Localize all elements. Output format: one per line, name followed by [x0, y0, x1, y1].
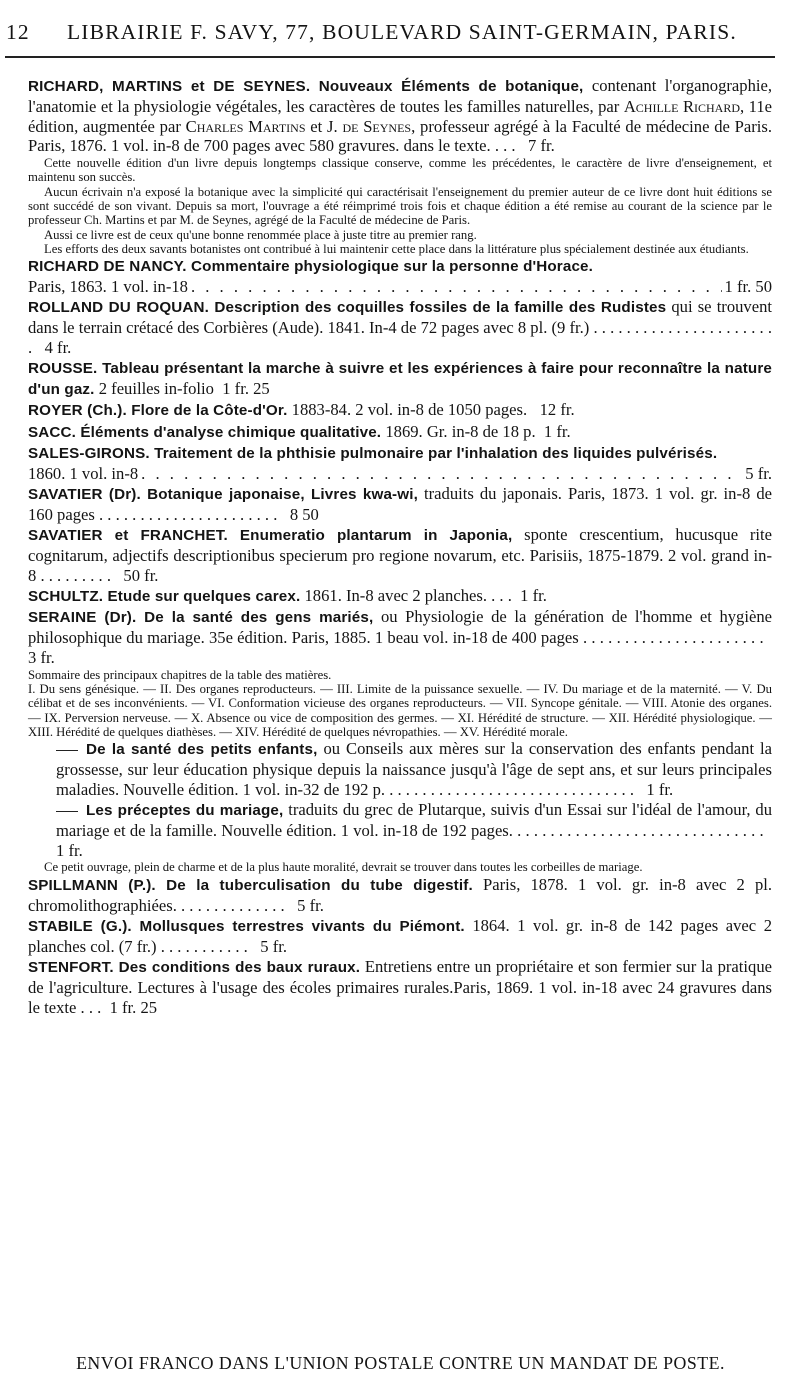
entry-text: qui se trouvent dans le terrain crétacé des Corbières (Aude). 1841. In-4 de 72 pages avec 8 pl. (9 fr.) [28, 297, 772, 338]
entry-text: ou Physiologie de la génération de l'homme et hygiène philosophique du mariage. 35e édition. Paris, 1885. 1 beau vol. in-18 de 400 pages [28, 607, 772, 648]
entry-price: 1 fr. [543, 421, 571, 441]
entry-text: Entretiens entre un propriétaire et son fermier sur la pratique de l'agriculture. Lectures à l'usage des écoles primaires rurales.Paris, 1869. 1 vol. in-18 avec 24 gravures dans le texte [28, 956, 772, 1017]
running-title: LIBRAIRIE F. SAVY, 77, BOULEVARD SAINT-GERMAIN, PARIS. [67, 20, 737, 44]
entry-text: Paris, 1878. 1 vol. gr. in-8 avec 2 pl. chromolithographiées. [28, 874, 772, 915]
catalogue-entries [28, 76, 772, 1017]
catalogue-entry: ROLLAND DU ROQUAN. Description des coquilles fossiles de la famille des Rudistes qui se trouvent dans le terrain crétacé des Corbières (Aude). 1841. In-4 de 72 pages avec 8 pl. (9 fr.) . . . . . . . . . . . . . . . . . . . . . . . 4 fr. [28, 297, 772, 357]
catalogue-entry [28, 400, 772, 421]
entry-text: 1861. In-8 avec 2 planches. [304, 586, 487, 606]
catalogue-sub-entry: De la santé des petits enfants, ou Conseils aux mères sur la conservation des enfants pendant la grossesse, sur leur éducation physique depuis la naissance jusqu'à l'âge de sept ans, et sur leurs principales maladies. Nouvelle édition. 1 vol. in-32 de 192 p. . . . . . . . . . . . . . . . . . . . . . . . . . . . . . . 1 fr. [56, 739, 772, 799]
catalogue-entry: STENFORT. Des conditions des baux ruraux. Entretiens entre un propriétaire et son fermier sur la pratique de l'agriculture. Lectures à l'usage des écoles primaires rurales.Paris, 1869. 1 vol. in-18 avec 24 gravures dans le texte . . . 1 fr. 25 [28, 956, 772, 1017]
catalogue-entry [28, 358, 772, 400]
entry-price: 12 fr. [539, 400, 575, 420]
entry-note: I. Du sens génésique. — II. Des organes reproducteurs. — III. Limite de la puissance sexuelle. — IV. Du mariage et de la maternité. — V. Du célibat et de ses inconvénients. — VI. Conformation vicieuse des organes reproducteurs. — VII. Syncope génitale. — VIII. Atonie des organes. — IX. Perversion nerveuse. — X. Absence ou vice de composition des germes. — XI. Hérédité de structure. — XII. Hérédité physiologique. — XIII. Hérédité de quelques diathèses. — XIV. Hérédité de quelques névropathies. — XV. Hérédité morale. [28, 682, 772, 739]
entry-text: 1860. 1 vol. in-8 [28, 463, 139, 483]
entry-heading: RICHARD DE NANCY. Commentaire physiologique sur la personne d'Horace. [28, 258, 594, 276]
entry-price: 3 fr. [28, 647, 55, 667]
entry-price: 4 fr. [44, 337, 72, 357]
entry-price: 8 50 [289, 504, 319, 524]
entry-price: 5 fr. [297, 895, 324, 915]
author-name: Charles Martins [185, 116, 306, 136]
entry-text: sponte crescentium, hucusque rite cognitarum, adjectifs descriptionibus specierum pro regione novarum, etc. Parisiis, 1875-1879. 2 vol. grand in-8 [28, 525, 772, 585]
entry-price: 1 fr. [646, 779, 674, 799]
entry-price: 1 fr. 50 [724, 277, 772, 297]
dash-leader [56, 811, 78, 812]
entry-note: Aussi ce livre est de ceux qu'une bonne renommée place à juste titre au premier rang. [44, 227, 477, 242]
entry-text: 1864. 1 vol. gr. in-8 de 142 pages avec 2 planches col. (7 fr.) [28, 915, 772, 956]
author-name: de Seynes, [342, 116, 416, 136]
entry-heading: SACC. Éléments d'analyse chimique qualitative. [28, 423, 382, 441]
entry-price: 5 fr. [260, 936, 288, 956]
catalogue-entry: STABILE (G.). Mollusques terrestres vivants du Piémont. 1864. 1 vol. gr. in-8 de 142 pages avec 2 planches col. (7 fr.) . . . . . . . . . . . 5 fr. [28, 915, 772, 956]
page-number: 12 [6, 20, 30, 44]
catalogue-entry: SCHULTZ. Etude sur quelques carex. 1861. In-8 avec 2 planches. . . . 1 fr. [28, 586, 547, 606]
entry-note: Cette nouvelle édition d'un livre depuis longtemps classique conserve, comme les précédentes, le caractère de livre d'enseignement, et maintenu son succès. [28, 156, 772, 185]
catalogue-entry: SERAINE (Dr). De la santé des gens mariés, ou Physiologie de la génération de l'homme et hygiène philosophique du mariage. 35e édition. Paris, 1885. 1 beau vol. in-18 de 400 pages . . . . . . . . . . . . . . . . . . . . . . 3 fr. [28, 607, 772, 667]
entry-text: traduits du japonais. Paris, 1873. 1 vol. gr. in-8 de 160 pages [28, 484, 772, 524]
entry-heading: Les préceptes du mariage, [86, 802, 284, 820]
entry-note: Les efforts des deux savants botanistes ont contribué à lui maintenir cette place dans la littérature plus spécialement destinée aux étudiants. [44, 241, 749, 256]
entry-text: 1869. Gr. in-8 de 18 p. [385, 421, 536, 441]
header-rule [5, 56, 775, 58]
entry-heading: ROUSSE. Tableau présentant la marche à suivre et les expériences à faire pour reconnaître la nature d'un gaz. [28, 360, 772, 399]
entry-heading: STABILE (G.). Mollusques terrestres vivants du Piémont. [28, 917, 465, 935]
entry-price: 1 fr. [520, 586, 547, 606]
entry-text: Paris, 1863. 1 vol. in-18 [28, 277, 188, 297]
entry-heading: RICHARD, MARTINS et DE SEYNES. Nouveaux Éléments de botanique, [28, 78, 584, 95]
catalogue-sub-entry: Les préceptes du mariage, traduits du grec de Plutarque, suivis d'un Essai sur l'idéal de l'amour, du mariage et de la famille. Nouvelle édition. 1 vol. in-18 de 192 pages. . . . . . . . . . . . . . . . . . . . . . . . . . . . . . . 1 fr. [56, 800, 772, 860]
entry-heading: STENFORT. Des conditions des baux ruraux. [28, 958, 361, 976]
catalogue-entry: RICHARD, MARTINS et DE SEYNES. Nouveaux Éléments de botanique, contenant l'organographie, l'anatomie et la physiologie végétales, les caractères de toutes les familles naturelles, par Achille Richard, 11e édition, augmentée par Charles Martins et J. de Seynes, professeur agrégé à la Faculté de médecine de Paris. Paris, 1876. 1 vol. in-8 de 700 pages avec 580 gravures. dans le texte. . . . 7 fr. Cette nouvelle édition d'un livre depuis longtemps classique conserve, comme les précédentes, le caractère de livre d'enseignement, et maintenu son succès. Aucun écrivain n'a exposé la botanique avec la simplicité qui caractérisait l'enseignement du premier auteur de ce livre dont huit éditions se sont succédé de son vivant. Depuis sa mort, l'ouvrage a été réimprimé trois fois et chaque édition a été remise au courant de la science par le professeur Ch. Martins et par M. de Seynes, agrégé de la Faculté de médecine de Paris. Aussi ce livre est de ceux qu'une bonne renommée place à juste titre au premier rang. Les efforts des deux savants botanistes ont contribué à lui maintenir cette place dans la littérature plus spécialement destinée aux étudiants. [28, 76, 773, 256]
entry-price: 1 fr. 25 [222, 379, 270, 399]
entry-text: 1883-84. 2 vol. in-8 de 1050 pages. [291, 400, 528, 420]
page-footer: ENVOI FRANCO DANS L'UNION POSTALE CONTRE UN MANDAT DE POSTE. [76, 1353, 725, 1373]
entry-heading: SPILLMANN (P.). De la tuberculisation du tube digestif. [28, 876, 473, 894]
entry-heading: SCHULTZ. Etude sur quelques carex. [28, 588, 301, 606]
entry-heading: De la santé des petits enfants, [86, 741, 318, 759]
catalogue-entry [28, 422, 772, 443]
entry-heading: ROYER (Ch.). Flore de la Côte-d'Or. [28, 402, 288, 420]
entry-heading: ROLLAND DU ROQUAN. Description des coquilles fossiles de la famille des Rudistes [28, 299, 667, 317]
entry-note: Ce petit ouvrage, plein de charme et de la plus haute moralité, devrait se trouver dans toutes les corbeilles de mariage. [44, 860, 643, 875]
entry-note: Aucun écrivain n'a exposé la botanique avec la simplicité qui caractérisait l'enseignement du premier auteur de ce livre dont huit éditions se sont succédé de son vivant. Depuis sa mort, l'ouvrage a été réimprimé trois fois et chaque édition a été remise au courant de la science par le professeur Ch. Martins et par M. de Seynes, agrégé de la Faculté de médecine de Paris. [28, 184, 772, 228]
entry-heading: SAVATIER (Dr). Botanique japonaise, Livres kwa-wi, [28, 486, 418, 504]
entry-text: ou Conseils aux mères sur la conservation des enfants pendant la grossesse, sur leur éducation physique depuis la naissance jusqu'à l'âge de sept ans, et sur leurs principales maladies. Nouvelle édition. 1 vol. in-32 de 192 p. [56, 739, 772, 799]
entry-heading: SALES-GIRONS. Traitement de la phthisie pulmonaire par l'inhalation des liquides pulvérisés. [28, 444, 718, 462]
dot-leader [191, 277, 722, 297]
entry-price: 50 fr. [123, 565, 159, 585]
dash-leader [56, 750, 78, 751]
catalogue-entry: SPILLMANN (P.). De la tuberculisation du tube digestif. Paris, 1878. 1 vol. gr. in-8 avec 2 pl. chromolithographiées. . . . . . . . . . . . . . 5 fr. [28, 874, 772, 915]
entry-note: Sommaire des principaux chapitres de la table des matières. [28, 667, 332, 682]
entry-text: traduits du grec de Plutarque, suivis d'un Essai sur l'idéal de l'amour, du mariage et de la famille. Nouvelle édition. 1 vol. in-18 de 192 pages. [56, 800, 772, 840]
entry-text: 2 feuilles in-folio [98, 379, 214, 399]
catalogue-entry [28, 443, 772, 484]
entry-price: 1 fr. 25 [109, 997, 158, 1017]
dot-leader [141, 464, 742, 484]
catalogue-entry: SAVATIER (Dr). Botanique japonaise, Livres kwa-wi, traduits du japonais. Paris, 1873. 1 vol. gr. in-8 de 160 pages . . . . . . . . . . . . . . . . . . . . . . 8 50 [28, 484, 772, 524]
catalogue-entry [28, 256, 772, 297]
entry-price: 1 fr. [56, 840, 83, 860]
entry-heading: SAVATIER et FRANCHET. Enumeratio plantarum in Japonia, [28, 527, 513, 545]
entry-heading: SERAINE (Dr). De la santé des gens mariés, [28, 609, 374, 627]
entry-price: 5 fr. [745, 463, 772, 483]
catalogue-entry: SAVATIER et FRANCHET. Enumeratio plantarum in Japonia, sponte crescentium, hucusque rite cognitarum, adjectifs descriptionibus specierum pro regione novarum, etc. Parisiis, 1875-1879. 2 vol. grand in-8 . . . . . . . . . 50 fr. [28, 525, 772, 585]
entry-price: 7 fr. [528, 136, 555, 156]
author-name: Achille Richard, [623, 96, 745, 116]
